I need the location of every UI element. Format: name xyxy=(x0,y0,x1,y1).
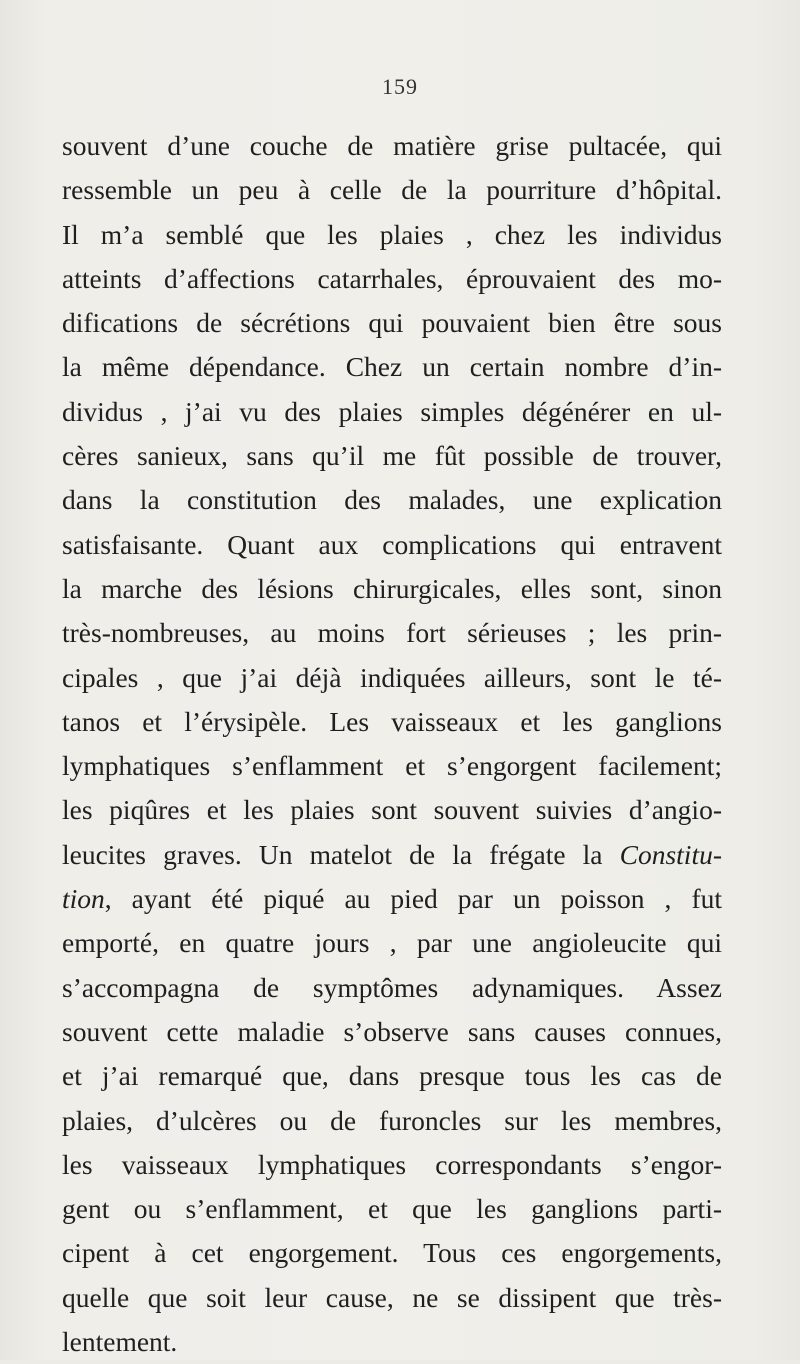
text-line: et j’ai remarqué que, dans presque tous les cas de xyxy=(62,1060,722,1092)
text-line: les vaisseaux lymphatiques correspondants s’engor- xyxy=(62,1148,722,1180)
text-line: satisfaisante. Quant aux complications qui entravent xyxy=(62,528,722,560)
text-line: leucites graves. Un matelot de la frégate la Constitu- xyxy=(62,838,722,870)
text-line: lymphatiques s’enflamment et s’engorgent facilement; xyxy=(62,750,722,782)
text-line: souvent cette maladie s’observe sans causes connues, xyxy=(62,1015,722,1047)
text-line: cères sanieux, sans qu’il me fût possible de trouver, xyxy=(62,440,722,472)
body-text xyxy=(62,124,722,1364)
text-line: emporté, en quatre jours , par une angioleucite qui xyxy=(62,927,722,959)
text-line: plaies, d’ulcères ou de furoncles sur les membres, xyxy=(62,1104,722,1136)
text-line: dividus , j’ai vu des plaies simples dégénérer en ul- xyxy=(62,395,722,427)
text-line: tanos et l’érysipèle. Les vaisseaux et les ganglions xyxy=(62,705,722,737)
text-line: difications de sécrétions qui pouvaient bien être sous xyxy=(62,307,722,339)
text-line: souvent d’une couche de matière grise pultacée, qui xyxy=(62,130,722,161)
italic-ship-name: tion xyxy=(62,883,105,915)
page-number: 159 xyxy=(382,74,418,99)
text-line: très-nombreuses, au moins fort sérieuses ; les prin- xyxy=(62,617,722,649)
text-line: cipent à cet engorgement. Tous ces engorgements, xyxy=(62,1237,722,1269)
text-line: lentement. xyxy=(62,1326,178,1358)
text-line: les piqûres et les plaies sont souvent suivies d’angio- xyxy=(62,794,722,826)
text-line: quelle que soit leur cause, ne se dissipent que très- xyxy=(62,1281,722,1313)
text-line: Il m’a semblé que les plaies , chez les individus xyxy=(62,218,722,250)
text-line: s’accompagna de symptômes adynamiques. Assez xyxy=(62,971,722,1003)
text-line: ressemble un peu à celle de la pourriture d’hôpital. xyxy=(62,174,722,206)
text-line: tion, ayant été piqué au pied par un poisson , fut xyxy=(62,883,722,915)
text-line: cipales , que j’ai déjà indiquées ailleurs, sont le té- xyxy=(62,661,722,693)
text-line: la même dépendance. Chez un certain nombre d’in- xyxy=(62,351,722,383)
italic-ship-name: Constitu- xyxy=(619,838,722,870)
text-line: gent ou s’enflamment, et que les ganglions parti- xyxy=(62,1193,722,1225)
text-line: dans la constitution des malades, une explication xyxy=(62,484,722,516)
text-line: la marche des lésions chirurgicales, elles sont, sinon xyxy=(62,572,722,604)
text-line: atteints d’affections catarrhales, éprouvaient des mo- xyxy=(62,262,722,294)
